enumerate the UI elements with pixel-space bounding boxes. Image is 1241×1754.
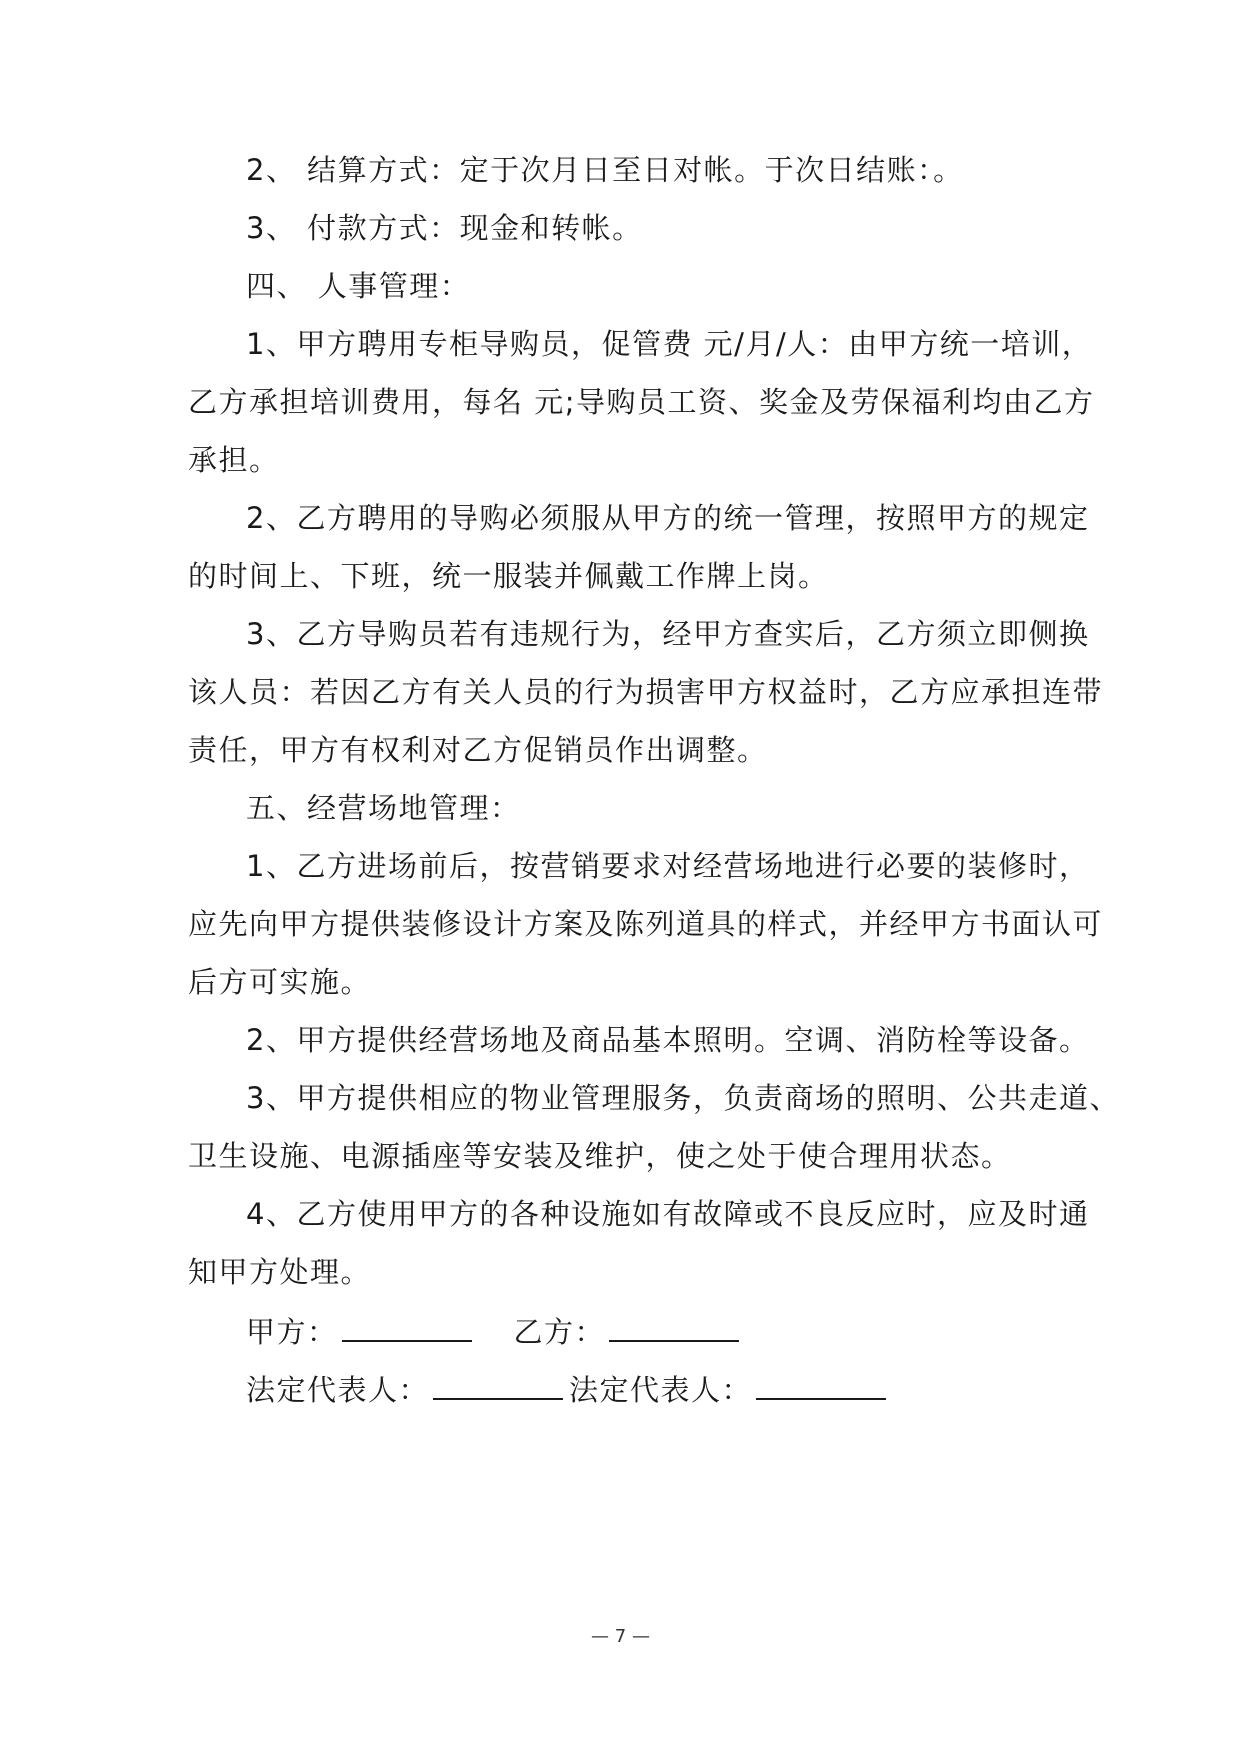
party-a-label: 甲方：: [246, 1315, 338, 1349]
rep-a-label: 法定代表人：: [246, 1373, 430, 1407]
paragraph-line: 责任，甲方有权利对乙方促销员作出调整。: [188, 733, 768, 767]
paragraph-line: 乙方承担培训费用，每名 元;导购员工资、奖金及劳保福利均由乙方: [188, 385, 1095, 419]
paragraph-line: 应先向甲方提供装修设计方案及陈列道具的样式，并经甲方书面认可: [188, 907, 1104, 941]
paragraph-line: 2、 结算方式：定于次月日至日对帐。于次日结账：。: [246, 153, 964, 187]
paragraph-line: 后方可实施。: [188, 965, 372, 999]
paragraph-line: 该人员：若因乙方有关人员的行为损害甲方权益时，乙方应承担连带: [188, 675, 1104, 709]
paragraph-line: 1、甲方聘用专柜导购员，促管费 元/月/人：由甲方统一培训，: [246, 327, 1093, 361]
paragraph-line: 2、乙方聘用的导购必须服从甲方的统一管理，按照甲方的规定: [246, 501, 1090, 535]
paragraph-line: 3、甲方提供相应的物业管理服务，负责商场的照明、公共走道、: [246, 1081, 1120, 1115]
paragraph-line: 2、甲方提供经营场地及商品基本照明。空调、消防栓等设备。: [246, 1023, 1090, 1057]
paragraph-line: 4、乙方使用甲方的各种设施如有故障或不良反应时，应及时通: [246, 1197, 1090, 1231]
party-a-blank: [342, 1310, 472, 1342]
party-b-label: 乙方：: [513, 1315, 606, 1349]
paragraph-line: 1、乙方进场前后，按营销要求对经营场地进行必要的装修时，: [246, 849, 1090, 883]
paragraph-line: 承担。: [188, 443, 280, 477]
signature-party-row: [246, 1310, 745, 1352]
rep-a-blank: [433, 1368, 563, 1400]
paragraph-line: 的时间上、下班，统一服装并佩戴工作牌上岗。: [188, 559, 829, 593]
paragraph-line: 3、乙方导购员若有违规行为，经甲方查实后，乙方须立即侧换: [246, 617, 1090, 651]
party-b-blank: [609, 1310, 739, 1342]
paragraph-line: 卫生设施、电源插座等安装及维护，使之处于使合理用状态。: [188, 1139, 1012, 1173]
section-heading: 五、经营场地管理：: [246, 791, 521, 825]
paragraph-line: 3、 付款方式：现金和转帐。: [246, 211, 643, 245]
paragraph-line: 知甲方处理。: [188, 1255, 372, 1289]
rep-b-blank: [756, 1368, 886, 1400]
rep-b-label: 法定代表人：: [569, 1373, 753, 1407]
section-heading: 四、 人事管理：: [246, 269, 471, 303]
page-number: — 7 —: [591, 1626, 650, 1647]
signature-rep-row: [246, 1368, 892, 1410]
